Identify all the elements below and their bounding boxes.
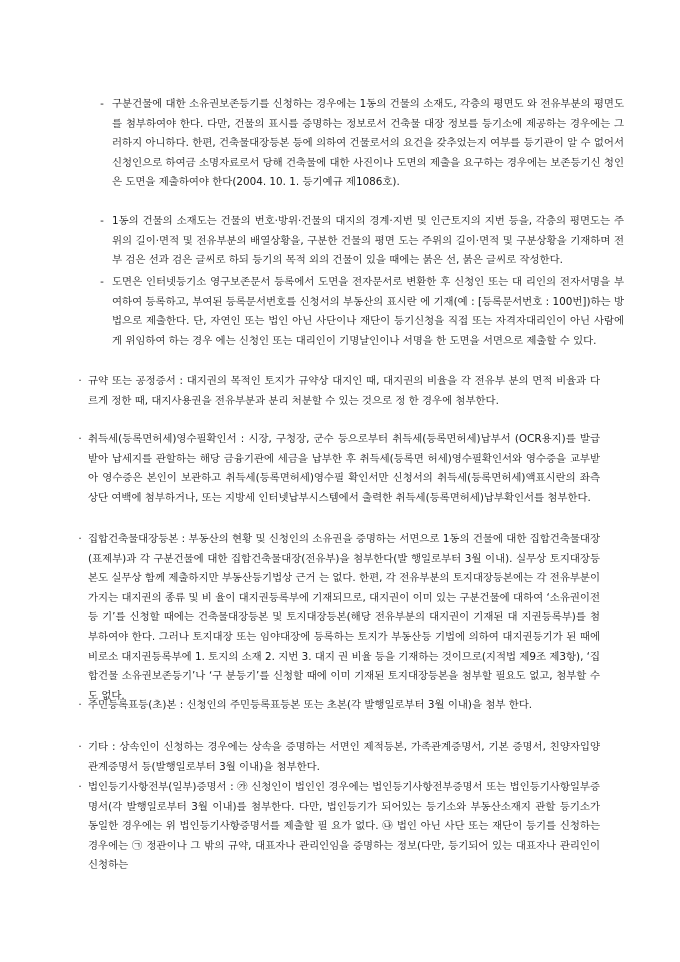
dash-marker: - [100, 215, 104, 227]
bullet-marker: · [78, 741, 82, 753]
bullet-marker: · [78, 781, 82, 793]
bullet-marker: · [78, 699, 82, 711]
paragraph-text: 취득세(등록면허세)영수필확인서 : 시장, 구청장, 군수 등으로부터 취득세(등록면허세)납부서 (OCR용지)를 발급받아 납세지를 관할하는 해당 금융기관에 세금을 납부한 후 취득세(등록면 허세)영수필확인서와 영수증을 교부받아 영수증은 본인이 보관하고 취득세(등록면허세)영수필 확인서만 신청서의 취득세(등록면허세)액표시란의 좌측상단 여백에 첨부하거나, 또는 지방세 인터넷납부시스템에서 출력한 취득세(등록면허세)납부확인서를 첨부한다. [88, 433, 600, 504]
paragraph-text: 1동의 건물의 소재도는 건물의 번호·방위·건물의 대지의 경계·지번 및 인근토지의 지번 등을, 각층의 평면도는 주위의 길이·면적 및 전유부분의 배열상황을, 구분한 건물의 평면 도는 주위의 길이·면적 및 구분상황을 기재하며 전부 검은 선과 검은 글씨로 하되 등기의 목적 외의 건물이 있을 때에는 붉은 선, 붉은 글씨로 작성한다. [112, 215, 624, 267]
paragraph-text: 규약 또는 공정증서 : 대지권의 목적인 토지가 규약상 대지인 때, 대지권의 비율을 각 전유부 분의 면적 비율과 다르게 정한 때, 대지사용권을 전유부분과 분리 처분할 수 있는 것으로 정 한 경우에 첨부한다. [88, 375, 600, 407]
bullet-marker: · [78, 433, 82, 445]
paragraph-text: 도면은 인터넷등기소 영구보존문서 등록에서 도면을 전자문서로 변환한 후 신청인 또는 대 리인의 전자서명을 부여하여 등록하고, 부여된 등록문서번호를 신청서의 부동산의 표시란 에 기재(예 : [등록문서번호 : 100번])하는 방법으로 제출한다. 단, 자연인 또는 법인 아닌 사단이나 재단이 등기신청을 직접 또는 자격자대리인이 아닌 사람에게 위임하여 하는 경우 에는 신청인 또는 대리인이 기명날인이나 서명을 한 도면을 서면으로 제출할 수 있다. [112, 276, 624, 347]
paragraph-electronic-drawing-submission [100, 273, 624, 351]
paragraph-resident-registration [78, 696, 600, 716]
paragraph-other-inheritance-documents [78, 738, 600, 777]
bullet-marker: · [78, 533, 82, 545]
paragraph-text: 구분건물에 대한 소유권보존등기를 신청하는 경우에는 1동의 건물의 소재도, 각층의 평면도 와 전유부분의 평면도를 첨부하여야 한다. 다만, 건물의 표시를 증명하는 정보로서 건축물 대장 정보를 등기소에 제공하는 경우에는 그러하지 아니하다. 한편, 건축물대장등본 등에 의하여 건물로서의 요건을 갖추었는지 여부를 등기관이 알 수 없어서 신청인으로 하여금 소명자료로서 당해 건축물에 대한 사진이나 도면의 제출을 요구하는 경우에는 보존등기신 청인은 도면을 제출하여야 한다(2004. 10. 1. 등기예규 제1086호). [112, 98, 624, 189]
bullet-marker: · [78, 375, 82, 387]
paragraph-text: 법인등기사항전부(일부)증명서 : ㉮ 신청인이 법인인 경우에는 법인등기사항전부증명서 또는 법인등기사항일부증명서(각 발행일로부터 3월 이내)를 첨부한다. 다만, 법인등기가 되어있는 등기소와 부동산소재지 관할 등기소가 동일한 경우에는 위 법인등기사항증명서를 제출할 필 요가 없다. ㉯ 법인 아닌 사단 또는 재단이 등기를 신청하는 경우에는 ㉠ 정관이나 그 밖의 규약, 대표자나 관리인임을 증명하는 정보(다만, 등기되어 있는 대표자나 관리인이 신청하는 [88, 781, 600, 872]
paragraph-text: 주민등록표등(초)본 : 신청인의 주민등록표등본 또는 초본(각 발행일로부터 3월 이내)을 첨부 한다. [88, 699, 533, 711]
paragraph-building-floor-plans [100, 95, 624, 193]
dash-marker: - [100, 98, 104, 110]
paragraph-text: 집합건축물대장등본 : 부동산의 현황 및 신청인의 소유권을 증명하는 서면으로 1동의 건물에 대한 집합건축물대장(표제부)과 각 구분건물에 대한 집합건축물대장(전유부)을 첨부한다(발 행일로부터 3월 이내). 실무상 토지대장등본도 실무상 함께 제출하지만 부동산등기법상 근거 는 없다. 한편, 각 전유부분의 토지대장등본에는 각 전유부분이 가지는 대지권의 종류 및 비 율이 대지권등록부에 기재되므로, 대지권이 이미 있는 구분건물에 대하여 ‘소유권이전등 기’를 신청할 때에는 건축물대장등본 및 토지대장등본(해당 전유부분의 대지권이 기재된 대 지권등록부)를 첨부하여야 한다. 그러나 토지대장 또는 임야대장에 등록하는 토지가 부동산등 기법에 의하여 대지권등기가 된 때에 비로소 대지권등록부에 1. 토지의 소재 2. 지번 3. 대지 권 비율 등을 기재하는 것이므로(지적법 제9조 제3항), ‘집합건물 소유권보존등기’나 ‘구 분등기’를 신청할 때에 이미 기재된 토지대장등본을 첨부할 필요도 없고, 첨부할 수도 없다. [88, 533, 601, 702]
paragraph-aggregate-building-register [78, 530, 601, 706]
dash-marker: - [100, 276, 104, 288]
paragraph-text: 기타 : 상속인이 신청하는 경우에는 상속을 증명하는 서면인 제적등본, 가족관계증명서, 기본 증명서, 친양자입양관계증명서 등(발행일로부터 3월 이내)을 첨부한다. [88, 741, 600, 773]
paragraph-site-plan-drawing-rules [100, 212, 624, 271]
paragraph-covenant-notarial-deed [78, 372, 600, 411]
paragraph-corporate-registration-certificate [78, 778, 600, 876]
paragraph-acquisition-tax-receipt [78, 430, 600, 508]
